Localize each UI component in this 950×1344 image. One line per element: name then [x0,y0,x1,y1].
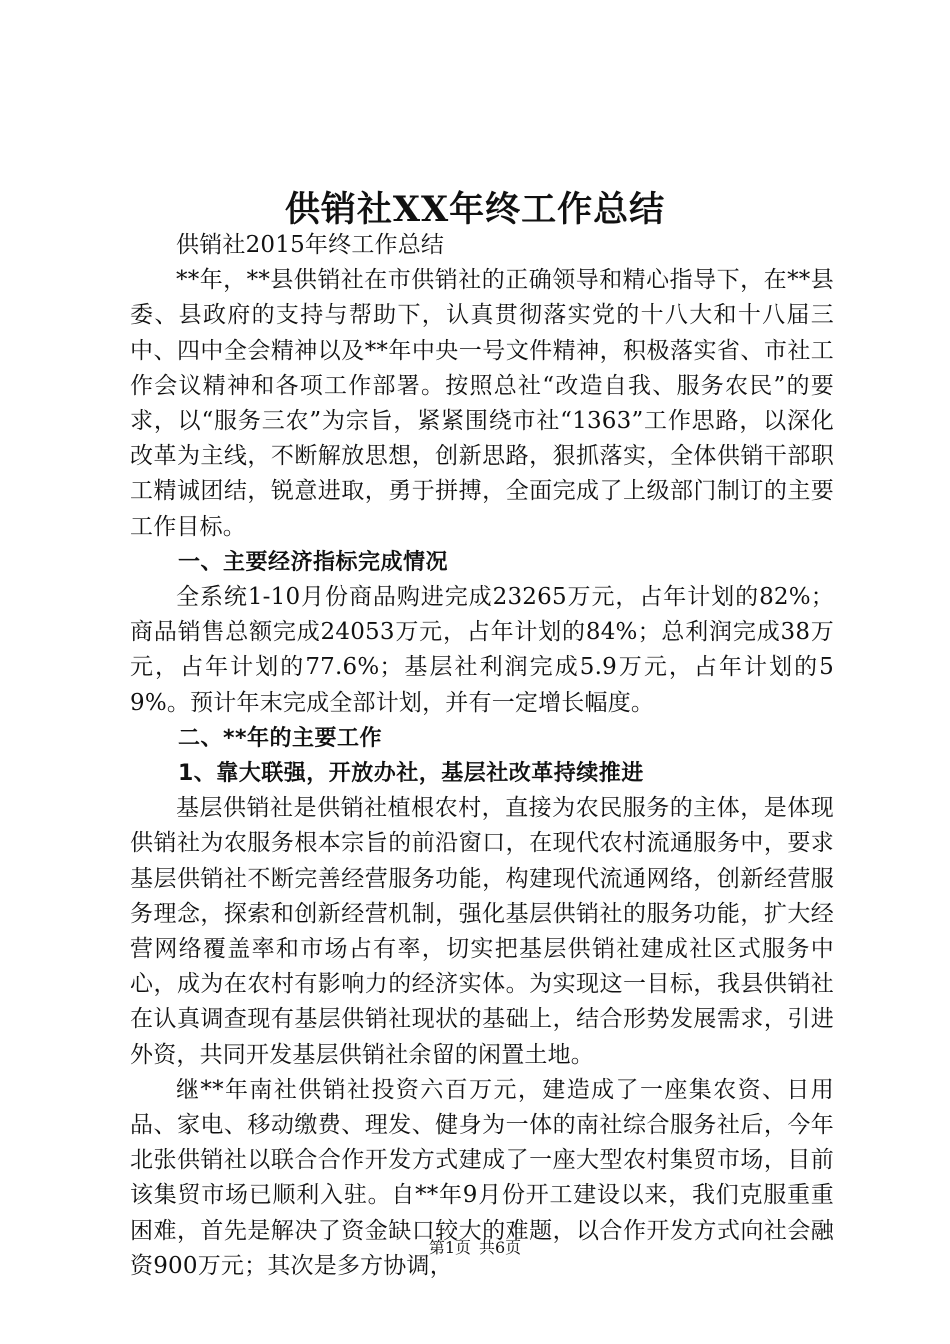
heading-economic-indicators: 一、主要经济指标完成情况 [178,549,449,575]
page-total: 共6页 [479,1238,522,1257]
paragraph-intro: **年，**县供销社在市供销社的正确领导和精心指导下，在**县委、县政府的支持与帮助下，认真贯彻落实党的十八大和十八届三中、四中全会精神以及**年中央一号文件精神，积极落实省、市社工作会议精神和各项工作部署。按照总社“改造自我、服务农民”的要求，以“服务三农”为宗旨，紧紧围绕市社“1363”工作思路，以深化改革为主线，不断解放思想，创新思路，狠抓落实，全体供销干部职工精诚团结，锐意进取，勇于拼搏，全面完成了上级部门制订的主要工作目标。 [130,267,834,540]
page-number: 第1页 [428,1238,471,1257]
document-body [130,228,834,1284]
page-footer [0,1236,950,1260]
paragraph-grassroots: 基层供销社是供销社植根农村，直接为农民服务的主体，是体现供销社为农服务根本宗旨的前沿窗口，在现代农村流通服务中，要求基层供销社不断完善经营服务功能，构建现代流通网络，创新经营服务理念，探索和创新经营机制，强化基层供销社的服务功能，扩大经营网络覆盖率和市场占有率，切实把基层供销社建成社区式服务中心，成为在农村有影响力的经济实体。为实现这一目标，我县供销社在认真调查现有基层供销社现状的基础上，结合形势发展需求，引进外资，共同开发基层供销社余留的闲置土地。 [130,795,834,1068]
heading-grassroots-reform: 1、靠大联强，开放办社，基层社改革持续推进 [178,761,644,787]
document-subtitle: 供销社2015年终工作总结 [176,232,445,258]
document-title: 供销社XX年终工作总结 [284,189,666,230]
heading-main-work: 二、**年的主要工作 [178,725,383,751]
paragraph-indicators: 全系统1-10月份商品购进完成23265万元，占年计划的82%；商品销售总额完成24053万元，占年计划的84%；总利润完成38万元，占年计划的77.6%；基层社利润完成5.9万元，占年计划的59%。预计年末完成全部计划，并有一定增长幅度。 [130,584,834,716]
paragraph-market: 继**年南社供销社投资六百万元，建造成了一座集农资、日用品、家电、移动缴费、理发、健身为一体的南社综合服务社后，今年北张供销社以联合合作开发方式建成了一座大型农村集贸市场，目前该集贸市场已顺利入驻。自**年9月份开工建设以来，我们克服重重困难，首先是解决了资金缺口较大的难题，以合作开发方式向社会融资900万元；其次是多方协调， [130,1076,834,1279]
